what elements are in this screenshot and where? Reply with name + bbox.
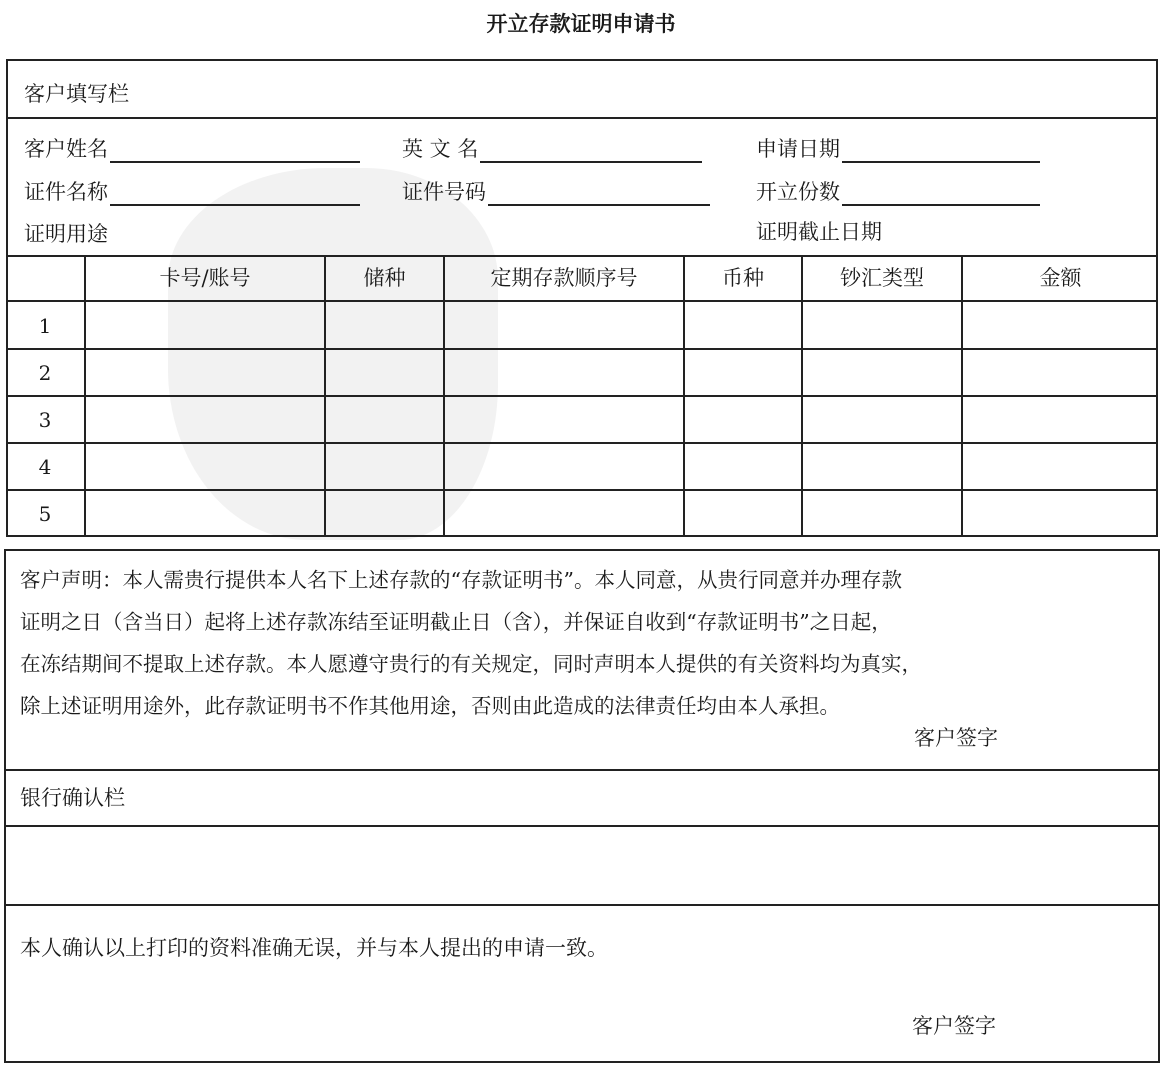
row-number: 3 [38, 408, 52, 432]
confirmation-text: 本人确认以上打印的资料准确无误，并与本人提出的申请一致。 [20, 936, 608, 960]
table-row-border [6, 489, 1158, 491]
id-number-blank[interactable] [488, 184, 710, 206]
copies-label: 开立份数 [756, 180, 840, 204]
customer-name-blank[interactable] [110, 141, 360, 163]
divider [4, 825, 1160, 827]
header-card-number: 卡号/账号 [159, 266, 251, 290]
copies-blank[interactable] [842, 184, 1040, 206]
table-row-border [6, 348, 1158, 350]
customer-declaration [20, 559, 1144, 727]
declaration-line: 证明之日（含当日）起将上述存款冻结至证明截止日（含），并保证自收到“存款证明书”之日起， [20, 610, 892, 634]
apply-date-label: 申请日期 [756, 137, 840, 161]
id-number-label: 证件号码 [402, 180, 486, 204]
row-number: 1 [38, 314, 52, 338]
divider [4, 769, 1160, 771]
customer-name-label: 客户姓名 [24, 137, 108, 161]
table-header-border [6, 300, 1158, 302]
row-number: 2 [38, 361, 52, 385]
customer-section-heading: 客户填写栏 [24, 82, 129, 106]
bank-section-heading: 银行确认栏 [20, 786, 125, 810]
row-number: 5 [38, 502, 52, 526]
declaration-line: 在冻结期间不提取上述存款。本人愿遵守贵行的有关规定，同时声明本人提供的有关资料均为真实， [20, 652, 922, 676]
divider [4, 904, 1160, 906]
english-name-field[interactable] [402, 133, 702, 163]
form-title: 开立存款证明申请书 [486, 12, 676, 36]
declaration-line: 除上述证明用途外，此存款证明书不作其他用途，否则由此造成的法律责任均由本人承担。 [20, 694, 840, 718]
id-type-field[interactable] [24, 176, 360, 206]
declaration-signature-label: 客户签字 [914, 726, 998, 750]
header-cash-remit-type: 钞汇类型 [840, 266, 924, 290]
confirmation-signature-label: 客户签字 [912, 1014, 996, 1038]
divider [6, 117, 1158, 119]
english-name-blank[interactable] [480, 141, 702, 163]
header-deposit-type: 储种 [363, 266, 406, 290]
header-amount: 金额 [1039, 266, 1082, 290]
row-number: 4 [38, 455, 52, 479]
id-number-field[interactable] [402, 176, 710, 206]
customer-name-field[interactable] [24, 133, 360, 163]
table-row-border [6, 442, 1158, 444]
end-date-label: 证明截止日期 [756, 220, 882, 244]
apply-date-blank[interactable] [842, 141, 1040, 163]
id-type-label: 证件名称 [24, 180, 108, 204]
id-type-blank[interactable] [110, 184, 360, 206]
header-currency: 币种 [722, 266, 764, 290]
apply-date-field[interactable] [756, 133, 1040, 163]
table-row-border [6, 395, 1158, 397]
header-sequence-number: 定期存款顺序号 [490, 266, 638, 290]
english-name-label: 英 文 名 [402, 137, 479, 161]
copies-field[interactable] [756, 176, 1040, 206]
declaration-line: 客户声明：本人需贵行提供本人名下上述存款的“存款证明书”。本人同意，从贵行同意并办理存款 [20, 568, 902, 592]
purpose-label: 证明用途 [24, 222, 108, 246]
